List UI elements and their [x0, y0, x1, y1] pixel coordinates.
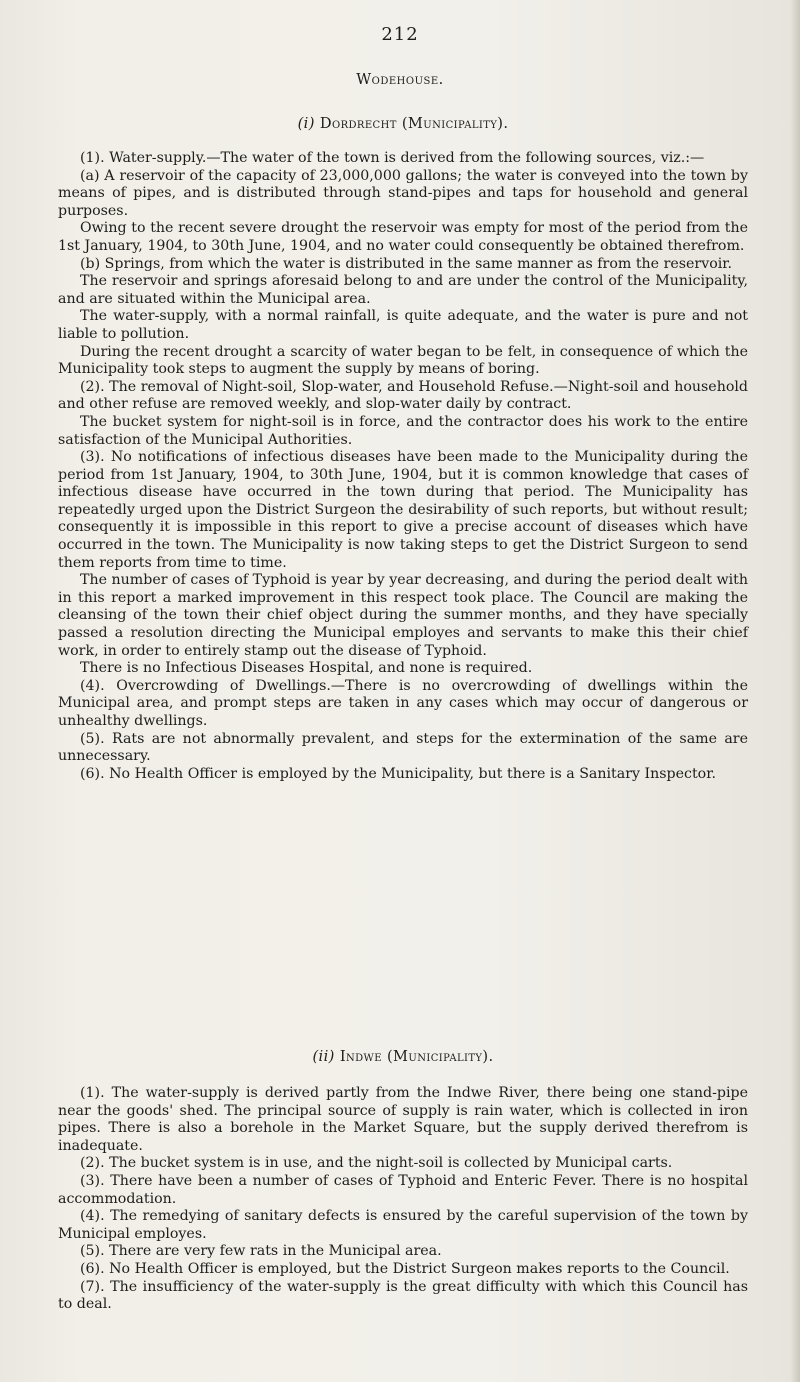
- paragraph: The bucket system for night-soil is in force, and the contractor does his work to the entire satisfaction of the Municipal Authorities.: [58, 413, 748, 448]
- section-heading-dordrecht: [58, 115, 748, 133]
- page-edge-shadow: [790, 0, 800, 1382]
- paragraph: (2). The removal of Night-soil, Slop-water, and Household Refuse.—Night-soil and household and other refuse are removed weekly, and slop-water daily by contract.: [58, 378, 748, 413]
- paragraph: Owing to the recent severe drought the reservoir was empty for most of the period from the 1st January, 1904, to 30th June, 1904, and no water could consequently be obtained therefrom.: [58, 220, 748, 254]
- paragraph: The reservoir and springs aforesaid belong to and are under the control of the Municipality, and are situated within the Municipal area.: [58, 273, 748, 307]
- running-head: Wodehouse.: [356, 72, 444, 88]
- section-body-dordrecht: [58, 150, 748, 783]
- paragraph: (6). No Health Officer is employed by the Municipality, but there is a Sanitary Inspector.: [80, 765, 716, 782]
- paragraph: (1). Water-supply.—The water of the town is derived from the following sources, viz.:—: [80, 150, 705, 166]
- paragraph: (3). There have been a number of cases of Typhoid and Enteric Fever. There is no hospital accommodation.: [58, 1172, 748, 1207]
- section-title: Indwe (Municipality).: [339, 1048, 494, 1065]
- paragraph: (1). The water-supply is derived partly from the Indwe River, there being one stand-pipe near the goods' shed. The principal source of supply is rain water, which is collected in iron pipes. There is also a borehole in the Market Square, but the supply derived therefrom is inadequate.: [58, 1085, 748, 1154]
- section-body-indwe: [58, 1085, 748, 1314]
- page-number: 212: [381, 24, 419, 45]
- paragraph: The water-supply, with a normal rainfall, is quite adequate, and the water is pure and not liable to pollution.: [58, 308, 748, 342]
- paragraph: (3). No notifications of infectious diseases have been made to the Municipality during the period from 1st January, 1904, to 30th June, 1904, but it is common knowledge that cases of infectious disease have occurred in the town during that period. The Municipality has repeatedly urged upon the District Surgeon the desirability of such reports, but without result; consequently it is impossible in this report to give a precise account of diseases which have occurred in the town. The Municipality is now taking steps to get the District Surgeon to send them reports from time to time.: [58, 449, 748, 571]
- paragraph: (6). No Health Officer is employed, but the District Surgeon makes reports to the Council.: [80, 1260, 730, 1277]
- paragraph: (b) Springs, from which the water is distributed in the same manner as from the reservoir.: [80, 255, 733, 272]
- section-heading-indwe: [58, 1048, 748, 1066]
- section-numeral: (ii): [312, 1048, 335, 1065]
- paragraph: (2). The bucket system is in use, and the night-soil is collected by Municipal carts.: [80, 1155, 673, 1172]
- paragraph: The number of cases of Typhoid is year by year decreasing, and during the period dealt with in this report a marked improvement in this respect took place. The Council are making the cleansing of the town their chief object during the summer months, and they have specially passed a resolution directing the Municipal employes and servants to make this their chief work, in order to entirely stamp out the disease of Typhoid.: [58, 572, 748, 659]
- paragraph: (a) A reservoir of the capacity of 23,000,000 gallons; the water is conveyed into the town by means of pipes, and is distributed through stand-pipes and taps for household and general purposes.: [58, 167, 748, 219]
- section-title: Dordrecht (Municipality).: [319, 115, 509, 132]
- paragraph: (4). The remedying of sanitary defects is ensured by the careful supervision of the town by Municipal employes.: [58, 1208, 748, 1242]
- paragraph: (4). Overcrowding of Dwellings.—There is no overcrowding of dwellings within the Municipal area, and prompt steps are taken in any cases which may occur of dangerous or unhealthy dwellings.: [58, 677, 748, 729]
- paragraph: During the recent drought a scarcity of water began to be felt, in consequence of which the Municipality took steps to augment the supply by means of boring.: [58, 343, 748, 378]
- paragraph: (5). There are very few rats in the Municipal area.: [80, 1243, 442, 1260]
- paragraph: There is no Infectious Diseases Hospital, and none is required.: [80, 660, 533, 677]
- paragraph: (5). Rats are not abnormally prevalent, and steps for the extermination of the same are unnecessary.: [58, 730, 748, 765]
- section-numeral: (i): [297, 115, 315, 132]
- paragraph: (7). The insufficiency of the water-supply is the great difficulty with which this Council has to deal.: [58, 1278, 748, 1313]
